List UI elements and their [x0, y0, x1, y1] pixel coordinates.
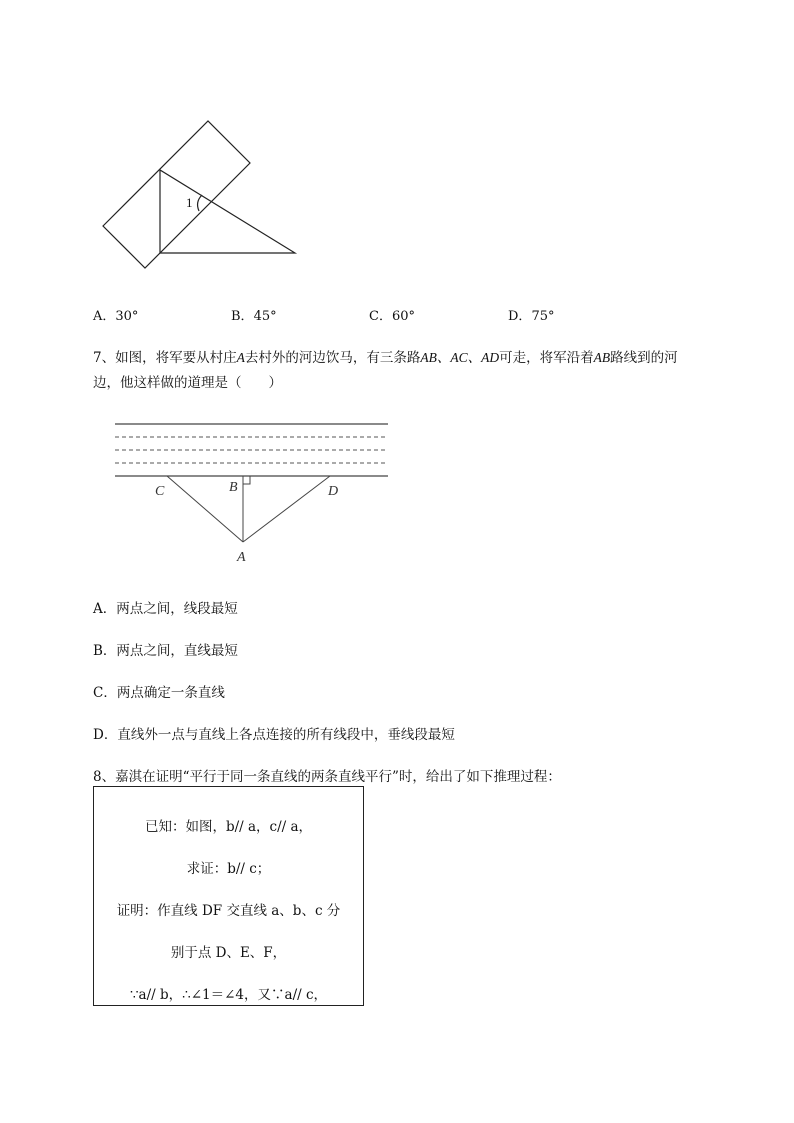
option-c[interactable] [369, 305, 415, 324]
option-a[interactable] [93, 305, 138, 324]
option-c-value: 60° [391, 309, 415, 324]
q7-text-part3: 可走，将军沿着 [499, 350, 594, 366]
option-d-letter: D． [508, 309, 532, 324]
option-a-letter: A． [93, 309, 116, 324]
option-c-letter: C． [369, 309, 392, 324]
q7-point-a: A [236, 350, 245, 365]
proof-box [93, 786, 364, 1006]
label-d: D [328, 484, 339, 499]
q7-text-part1: 如图，将军要从村庄 [115, 350, 237, 366]
river-figure [110, 418, 395, 568]
option-d[interactable] [508, 305, 554, 324]
q7-option-a[interactable]: A．两点之间，线段最短 [93, 601, 238, 617]
option-a-value: 30° [115, 309, 139, 324]
q7-road-ab: AB [593, 350, 611, 365]
q7-option-d[interactable]: D．直线外一点与直线上各点连接的所有线段中，垂线段最短 [93, 727, 455, 743]
label-a: A [237, 550, 246, 565]
q7-option-b[interactable]: B．两点之间，直线最短 [93, 643, 238, 659]
q7-number: 7、 [93, 350, 116, 366]
option-b-value: 45° [253, 309, 277, 324]
angle-arc [198, 195, 202, 211]
proof-line-reasoning: ∵a// b，∴∠1＝∠4，又∵a// c， [129, 987, 328, 1003]
q8-question: 8、嘉淇在证明“平行于同一条直线的两条直线平行”时，给出了如下推理过程： [93, 769, 561, 785]
q7-roads: AB、AC、AD [420, 350, 500, 365]
road-ad [243, 476, 330, 542]
q7-question-line2: 边，他这样做的道理是（ ） [93, 375, 282, 391]
rectangle-strip [103, 121, 250, 268]
q7-option-c[interactable]: C．两点确定一条直线 [93, 685, 225, 701]
triangle [160, 170, 295, 253]
q7-text-part2: 去村外的河边饮马，有三条路 [244, 350, 421, 366]
label-b: B [229, 480, 238, 495]
proof-line-given: 已知：如图，b// a，c// a， [144, 819, 313, 835]
proof-line-points: 别于点 D、E、F， [170, 945, 287, 961]
q7-text-part4: 路线到的河 [610, 350, 678, 366]
option-b[interactable] [231, 305, 277, 324]
proof-line-construct: 证明：作直线 DF 交直线 a、b、c 分 [116, 903, 341, 919]
geometry-figure-1 [95, 115, 305, 275]
angle-label-1: 1 [186, 195, 193, 210]
proof-line-prove: 求证：b// c； [186, 861, 271, 877]
option-d-value: 75° [531, 309, 555, 324]
option-b-letter: B． [231, 309, 254, 324]
q7-question-line1 [93, 346, 678, 366]
label-c: C [155, 484, 165, 499]
right-angle-mark [243, 476, 250, 484]
